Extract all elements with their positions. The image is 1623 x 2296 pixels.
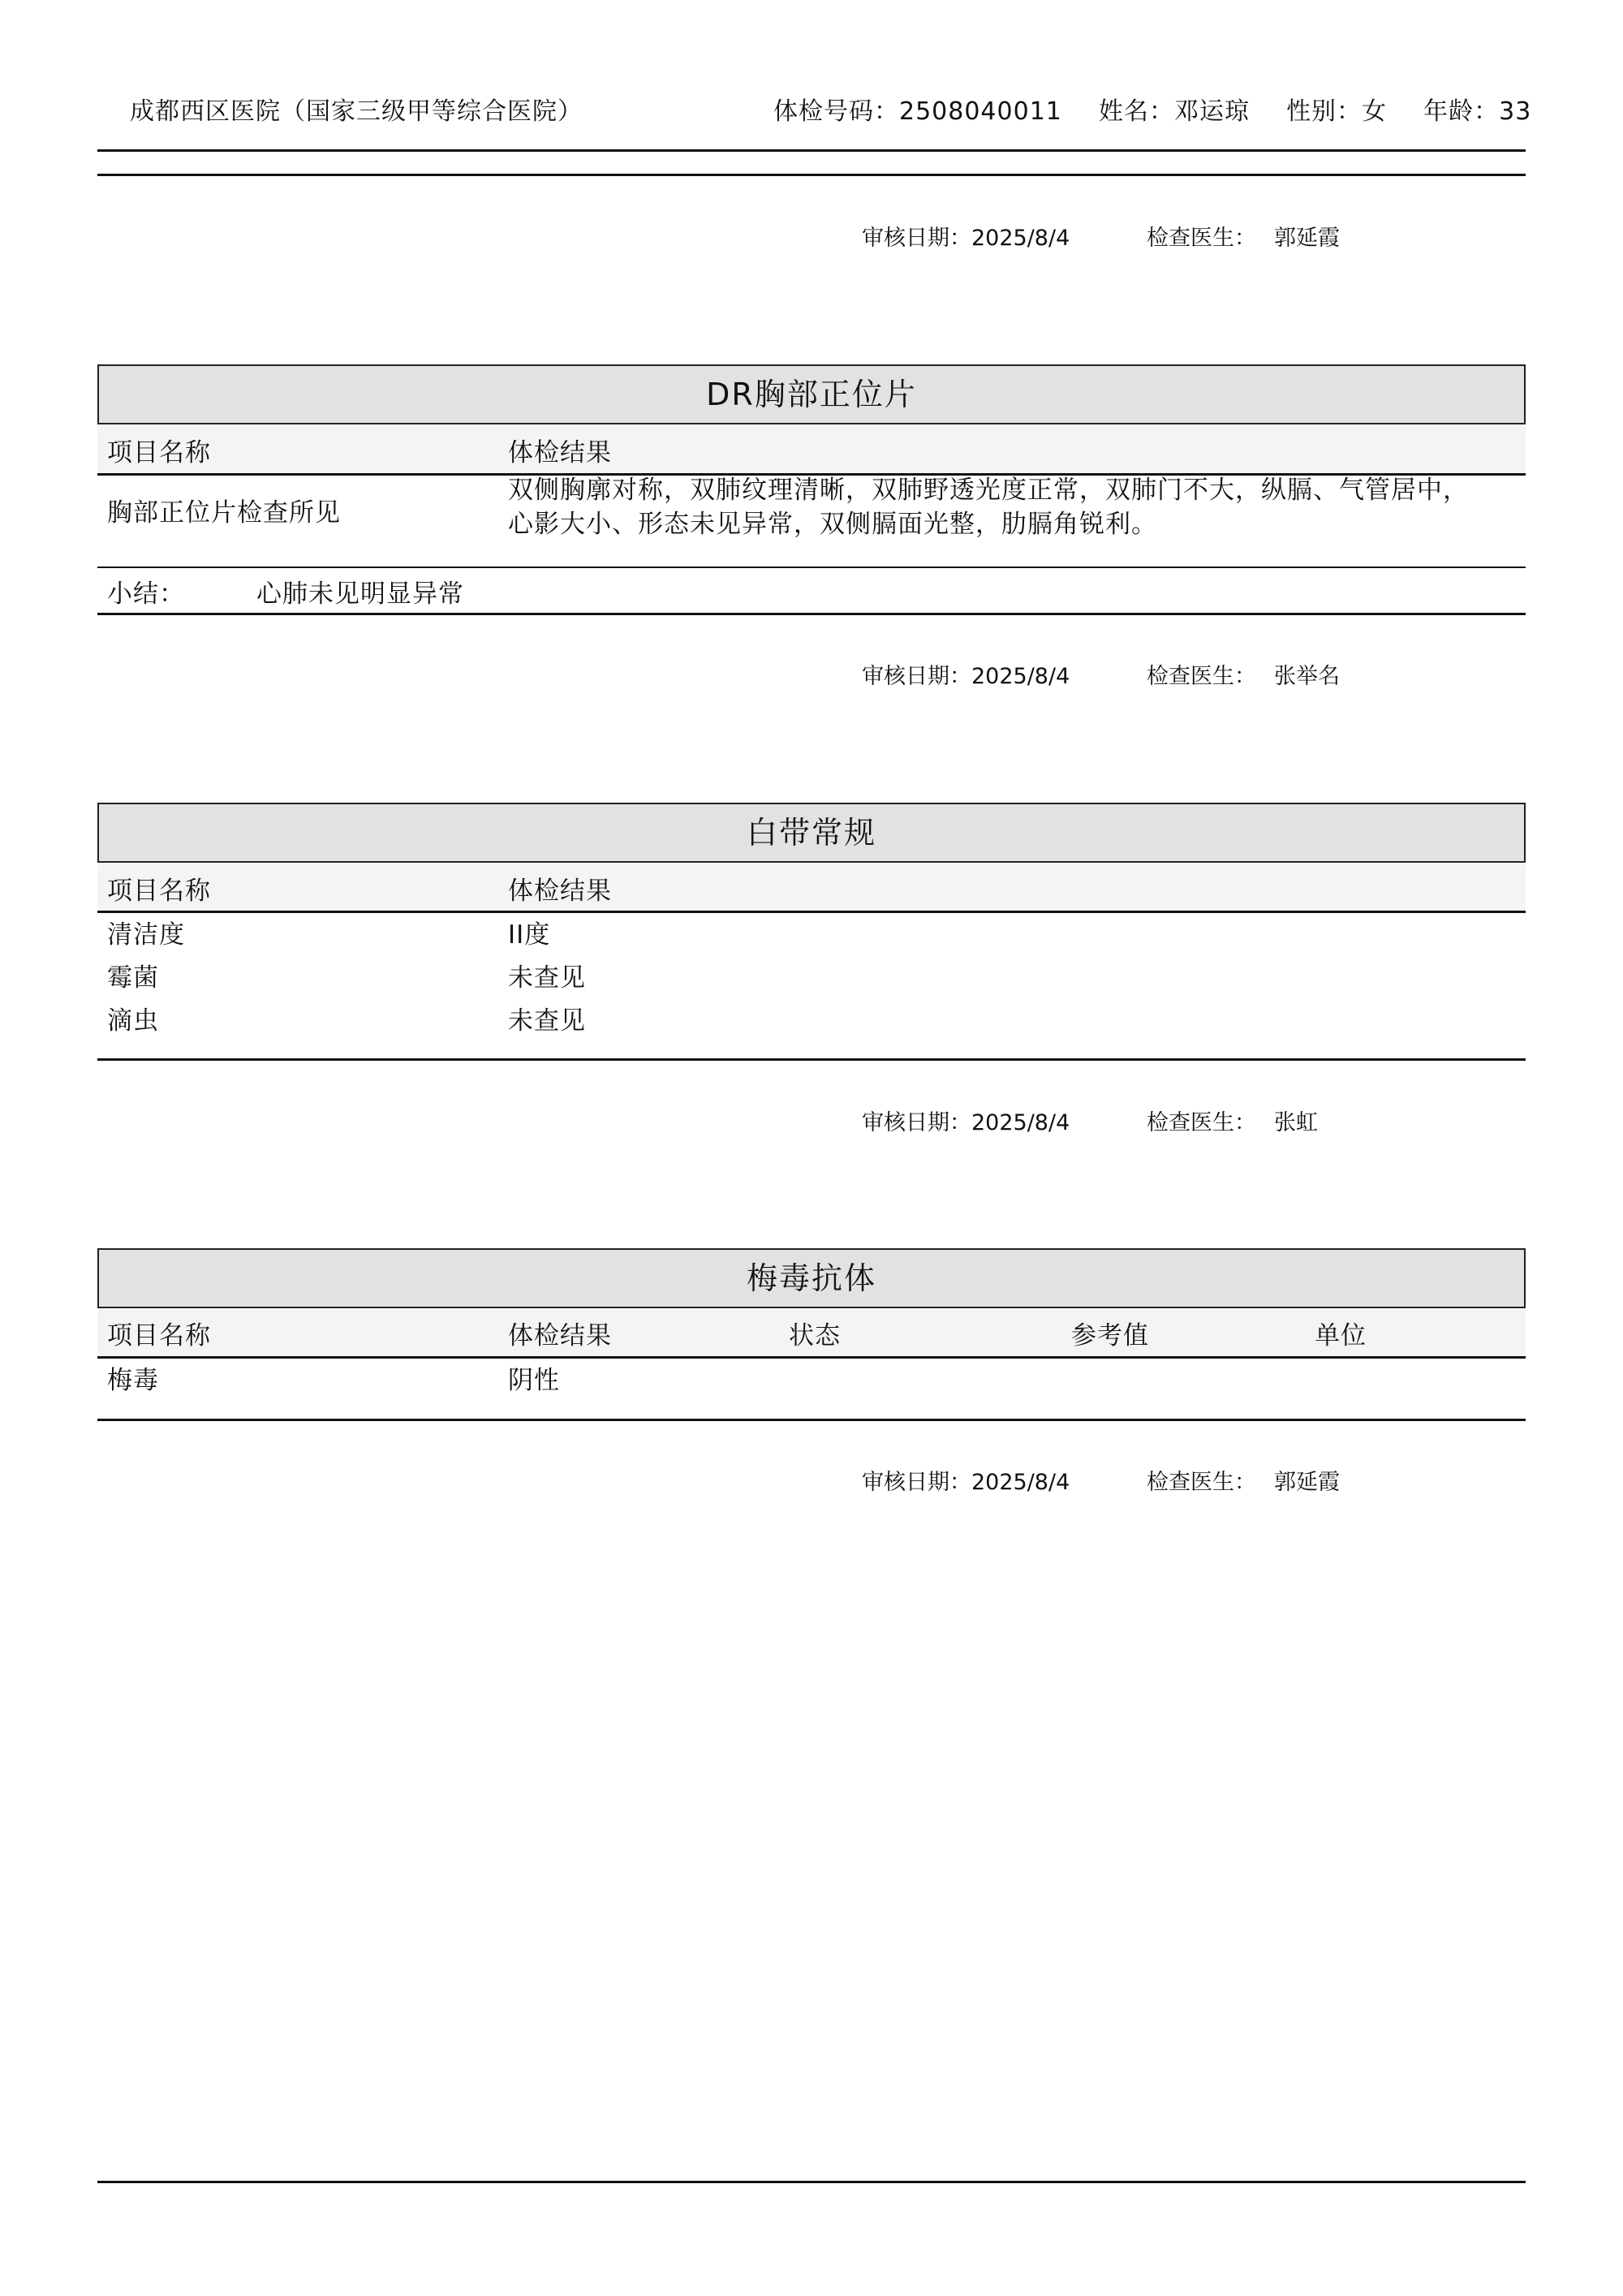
age-label: 年龄： — [1423, 97, 1500, 126]
leucorrhea-column-header — [97, 864, 1526, 911]
patient-name: 邓运琼 — [1173, 97, 1250, 126]
prev-doctor — [1147, 220, 1340, 252]
exam-no: 2508040011 — [899, 97, 1062, 126]
footer-rule — [97, 2181, 1526, 2183]
name-label: 姓名： — [1098, 97, 1174, 126]
table-row-result: 阴性 — [508, 1366, 560, 1395]
review-date: 2025/8/4 — [971, 1470, 1070, 1495]
dr-chest-title: DR胸部正位片 — [97, 364, 1526, 424]
syphilis-review-date — [862, 1464, 1070, 1496]
exam-no-label: 体检号码： — [773, 97, 899, 126]
syphilis-title: 梅毒抗体 — [97, 1248, 1526, 1308]
doctor-name: 张举名 — [1274, 664, 1340, 689]
dr-chest-column-header — [97, 426, 1526, 473]
header-rule-top — [97, 149, 1526, 152]
doctor-name: 郭延霞 — [1274, 226, 1340, 251]
table-row-result: II度 — [508, 920, 551, 950]
col-result-header: 体检结果 — [508, 877, 612, 906]
leucorrhea-header-rule — [97, 911, 1526, 913]
dr-chest-bottom-rule — [97, 613, 1526, 615]
review-date-label: 审核日期： — [862, 226, 971, 251]
table-row-item: 胸部正位片检查所见 — [107, 498, 341, 528]
table-row-result: 未查见 — [508, 963, 586, 993]
summary-text: 心肺未见明显异常 — [256, 579, 464, 609]
header-rule-bottom — [97, 174, 1526, 176]
review-date: 2025/8/4 — [971, 226, 1070, 251]
doctor-name: 张虹 — [1274, 1110, 1318, 1135]
doctor-label: 检查医生： — [1147, 1110, 1256, 1135]
col-item-header: 项目名称 — [107, 1321, 211, 1350]
doctor-name: 郭延霞 — [1274, 1470, 1340, 1495]
col-result-header: 体检结果 — [508, 438, 612, 467]
review-date-label: 审核日期： — [862, 1110, 971, 1135]
review-date: 2025/8/4 — [971, 664, 1070, 689]
col-item-header: 项目名称 — [107, 877, 211, 906]
col-status-header: 状态 — [789, 1321, 841, 1350]
leucorrhea-doctor — [1147, 1105, 1318, 1136]
dr-chest-row-rule — [97, 566, 1526, 568]
col-result-header: 体检结果 — [508, 1321, 612, 1350]
review-date: 2025/8/4 — [971, 1110, 1070, 1135]
patient-age: 33 — [1499, 97, 1532, 126]
table-row-item: 梅毒 — [107, 1366, 159, 1395]
hospital-name: 成都西区医院（国家三级甲等综合医院） — [130, 97, 583, 126]
patient-gender: 女 — [1362, 97, 1388, 126]
syphilis-bottom-rule — [97, 1419, 1526, 1421]
gender-label: 性别： — [1286, 97, 1363, 126]
doctor-label: 检查医生： — [1147, 226, 1256, 251]
doctor-label: 检查医生： — [1147, 1470, 1256, 1495]
review-date-label: 审核日期： — [862, 664, 971, 689]
dr-chest-doctor — [1147, 658, 1340, 690]
col-ref-header: 参考值 — [1071, 1321, 1149, 1350]
patient-info — [773, 91, 1531, 127]
prev-review-date — [862, 220, 1070, 252]
leucorrhea-bottom-rule — [97, 1058, 1526, 1061]
leucorrhea-title: 白带常规 — [97, 803, 1526, 863]
doctor-label: 检查医生： — [1147, 664, 1256, 689]
table-row-result: 未查见 — [508, 1006, 586, 1036]
syphilis-doctor — [1147, 1464, 1340, 1496]
dr-chest-review-date — [862, 658, 1070, 690]
table-row-result: 双侧胸廓对称，双肺纹理清晰，双肺野透光度正常，双肺门不大，纵膈、气管居中，心影大小、形态未见异常，双侧膈面光整，肋膈角锐利。 — [508, 476, 1469, 539]
table-row-item: 滴虫 — [107, 1006, 159, 1036]
table-row-item: 清洁度 — [107, 920, 185, 950]
review-date-label: 审核日期： — [862, 1470, 971, 1495]
syphilis-header-rule — [97, 1356, 1526, 1359]
col-item-header: 项目名称 — [107, 438, 211, 467]
leucorrhea-review-date — [862, 1105, 1070, 1136]
col-unit-header: 单位 — [1315, 1321, 1367, 1350]
summary-label: 小结： — [107, 579, 185, 609]
table-row-item: 霉菌 — [107, 963, 159, 993]
